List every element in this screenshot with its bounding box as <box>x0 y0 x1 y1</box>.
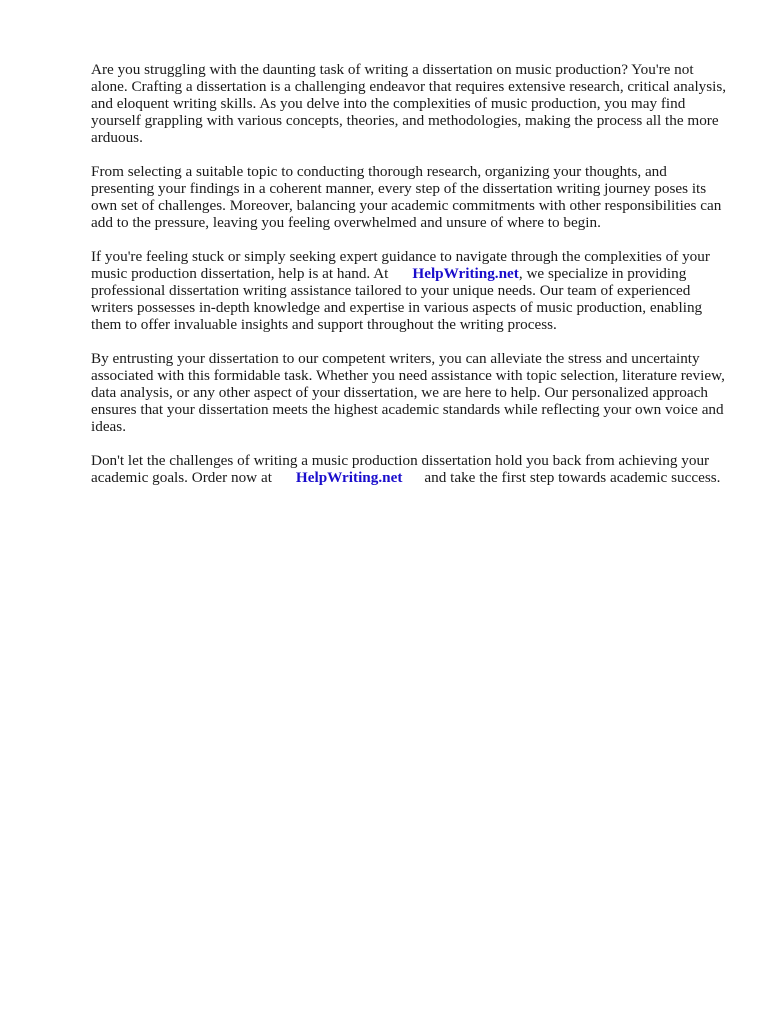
document-body <box>91 61 731 503</box>
helpwriting-link[interactable]: HelpWriting.net <box>412 265 519 282</box>
paragraph-help <box>91 248 731 333</box>
paragraph-entrust: By entrusting your dissertation to our competent writers, you can alleviate the stress and uncertainty associated with this formidable task. Whether you need assistance with topic selection, literature review, data analysis, or any other aspect of your dissertation, we are here to help. Our personalized approach ensures that your dissertation meets the highest academic standards while reflecting your own voice and ideas. <box>91 350 725 435</box>
paragraph-cta-text-before: Don't let the challenges of writing a music production dissertation hold you back from achieving your academic goals. Order now at <box>91 452 710 486</box>
paragraph-intro: Are you struggling with the daunting task of writing a dissertation on music production? You're not alone. Crafting a dissertation is a challenging endeavor that requires extensive research, critical analysis, and eloquent writing skills. As you delve into the complexities of music production, you may find yourself grappling with various concepts, theories, and methodologies, making the process all the more arduous. <box>91 61 727 146</box>
paragraph-challenges: From selecting a suitable topic to conducting thorough research, organizing your thoughts, and presenting your findings in a coherent manner, every step of the dissertation writing journey poses its own set of challenges. Moreover, balancing your academic commitments with other responsibilities can add to the pressure, leaving you feeling overwhelmed and unsure of where to begin. <box>91 163 722 231</box>
paragraph-help-text-before: If you're feeling stuck or simply seeking expert guidance to navigate through the complexities of your music production dissertation, help is at hand. At <box>91 248 710 282</box>
helpwriting-link-order[interactable]: HelpWriting.net <box>295 469 403 486</box>
paragraph-help-text-after: , we specialize in providing professional dissertation writing assistance tailored to your unique needs. Our team of experienced writers possesses in-depth knowledge and expertise in various aspects of music production, enabling them to offer invaluable insights and support throughout the writing process. <box>91 265 703 333</box>
paragraph-cta <box>91 452 731 486</box>
paragraph-cta-text-after: and take the first step towards academic success. <box>424 469 721 486</box>
